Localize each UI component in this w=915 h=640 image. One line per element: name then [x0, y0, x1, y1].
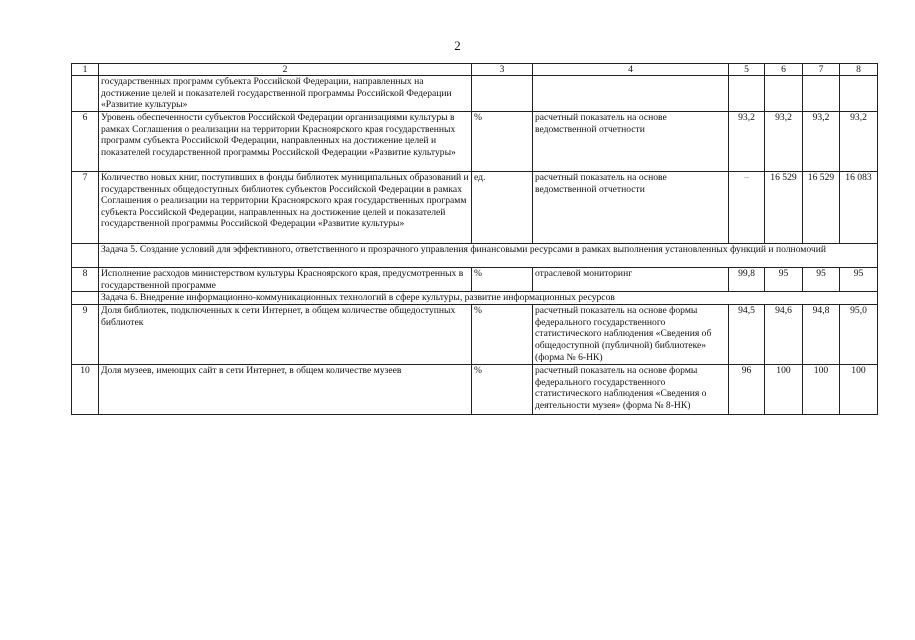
- column-number-row: [72, 64, 878, 76]
- column-number: 6: [765, 64, 803, 76]
- value-col6: 93,2: [765, 112, 803, 172]
- value-col8: 95,0: [840, 305, 878, 365]
- table-row: [72, 365, 878, 415]
- method: расчетный показатель на основе формы федерального государственного статистического наблюдения «Сведения об общедоступной (публичной) библиотеке» (форма № 6-НК): [533, 305, 729, 365]
- indicator-name: Доля музеев, имеющих сайт в сети Интернет, в общем количестве музеев: [99, 365, 472, 415]
- value-col5: 93,2: [729, 112, 765, 172]
- method: расчетный показатель на основе ведомственной отчетности: [533, 112, 729, 172]
- value-col6: 100: [765, 365, 803, 415]
- row-number: 8: [72, 268, 99, 292]
- unit: %: [472, 365, 533, 415]
- row-number: 10: [72, 365, 99, 415]
- value-col8: 100: [840, 365, 878, 415]
- column-number: 2: [99, 64, 472, 76]
- column-number: 3: [472, 64, 533, 76]
- unit: %: [472, 305, 533, 365]
- method: расчетный показатель на основе ведомственной отчетности: [533, 172, 729, 244]
- value-col6: 95: [765, 268, 803, 292]
- value-col7: 95: [803, 268, 840, 292]
- indicator-name: Исполнение расходов министерством культуры Красноярского края, предусмотренных в государственной программе: [99, 268, 472, 292]
- unit: ед.: [472, 172, 533, 244]
- table-row: [72, 268, 878, 292]
- task-6-title: Задача 6. Внедрение информационно-коммуникационных технологий в сфере культуры, развитие информационных ресурсов: [99, 292, 878, 305]
- value-col7: 94,8: [803, 305, 840, 365]
- indicator-name: Доля библиотек, подключенных к сети Интернет, в общем количестве общедоступных библиотек: [99, 305, 472, 365]
- value-col6: 94,6: [765, 305, 803, 365]
- table-row: [72, 172, 878, 244]
- column-number: 5: [729, 64, 765, 76]
- indicator-name: Количество новых книг, поступивших в фонды библиотек муниципальных образований и государственных общедоступных библиотек субъектов Российской Федерации в рамках Соглашения о реализации на территории Красноярского края государственных программ субъекта Российской Федерации, направленных на достижение целей и показателей государственной программы Российской Федерации «Развитие культуры»: [99, 172, 472, 244]
- column-number: 1: [72, 64, 99, 76]
- value-col8: 93,2: [840, 112, 878, 172]
- unit: %: [472, 268, 533, 292]
- value-col7: 16 529: [803, 172, 840, 244]
- method: расчетный показатель на основе формы федерального государственного статистического наблюдения «Сведения о деятельности музея» (форма № 8-НК): [533, 365, 729, 415]
- column-number: 8: [840, 64, 878, 76]
- task-row: [72, 244, 878, 268]
- indicators-table: [71, 63, 878, 415]
- method: отраслевой мониторинг: [533, 268, 729, 292]
- column-number: 4: [533, 64, 729, 76]
- task-5-title: Задача 5. Создание условий для эффективного, ответственного и прозрачного управления финансовыми ресурсами в рамках выполнения установленных функций и полномочий: [99, 244, 878, 268]
- value-col8: 16 083: [840, 172, 878, 244]
- table-row: [72, 305, 878, 365]
- value-col7: 93,2: [803, 112, 840, 172]
- indicator-name: государственных программ субъекта Российской Федерации, направленных на достижение целей и показателей государственной программы Российской Федерации «Развитие культуры»: [99, 76, 472, 112]
- value-col5: 94,5: [729, 305, 765, 365]
- table-row: [72, 76, 878, 112]
- table-row: [72, 112, 878, 172]
- unit: %: [472, 112, 533, 172]
- row-number: 9: [72, 305, 99, 365]
- indicator-name: Уровень обеспеченности субъектов Российской Федерации организациями культуры в рамках Соглашения о реализации на территории Красноярского края государственных программ субъекта Российской Федерации, направленных на достижение целей и показателей государственной программы Российской Федерации «Развитие культуры»: [99, 112, 472, 172]
- page-number: 2: [454, 38, 461, 53]
- value-col7: 100: [803, 365, 840, 415]
- value-col5: –: [729, 172, 765, 244]
- value-col5: 96: [729, 365, 765, 415]
- value-col6: 16 529: [765, 172, 803, 244]
- value-col5: 99,8: [729, 268, 765, 292]
- value-col8: 95: [840, 268, 878, 292]
- row-number: 7: [72, 172, 99, 244]
- task-row: [72, 292, 878, 305]
- row-number: 6: [72, 112, 99, 172]
- column-number: 7: [803, 64, 840, 76]
